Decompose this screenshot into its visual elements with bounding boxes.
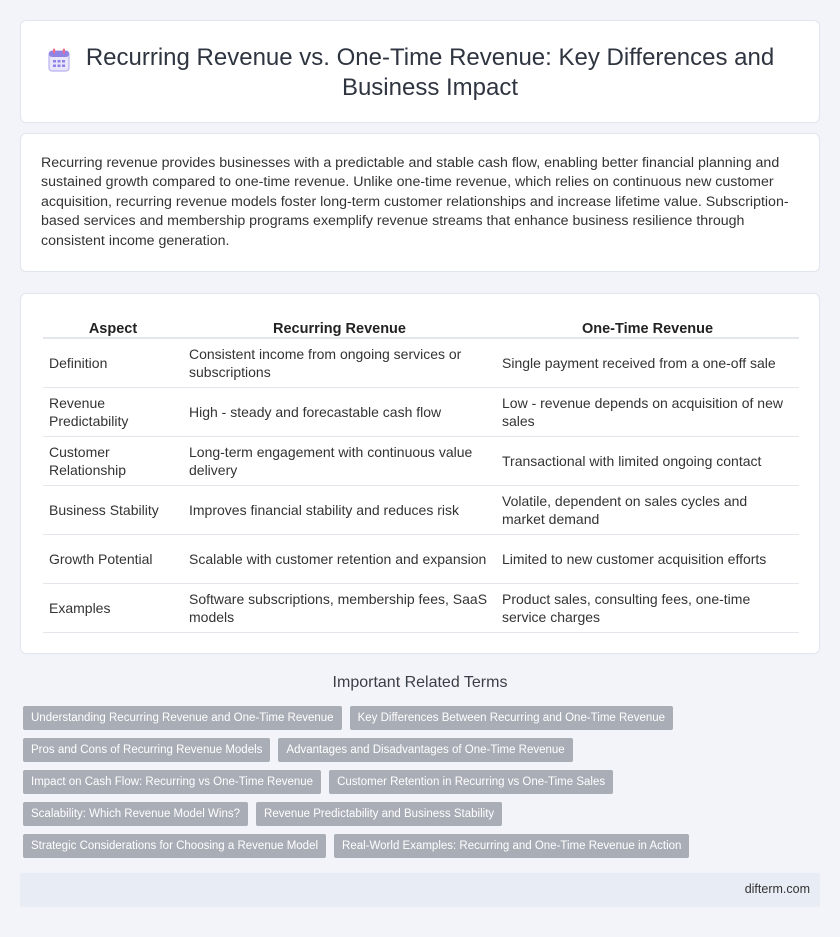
table-row: [43, 338, 799, 387]
header-one-time: One-Time Revenue: [496, 316, 799, 338]
related-terms-list: [23, 706, 823, 866]
footer-brand[interactable]: difterm.com: [744, 882, 810, 896]
table-row: [43, 436, 799, 485]
row-aspect: Growth Potential: [43, 534, 183, 583]
row-one-time: Volatile, dependent on sales cycles and market demand: [496, 485, 799, 534]
row-aspect: Customer Relationship: [43, 436, 183, 485]
page-title: Recurring Revenue vs. One-Time Revenue: Key Differences and Business Impact: [85, 44, 775, 101]
row-recurring: Software subscriptions, membership fees, SaaS models: [183, 583, 496, 632]
footer: [20, 873, 820, 907]
related-term-link[interactable]: Customer Retention in Recurring vs One-Time Sales: [329, 770, 613, 794]
row-recurring: Scalable with customer retention and expansion: [183, 534, 496, 583]
row-one-time: Product sales, consulting fees, one-time service charges: [496, 583, 799, 632]
related-term-link[interactable]: Advantages and Disadvantages of One-Time Revenue: [278, 738, 572, 762]
row-aspect: Business Stability: [43, 485, 183, 534]
intro-paragraph: Recurring revenue provides businesses with a predictable and stable cash flow, enabling better financial planning and sustained growth compared to one-time revenue. Unlike one-time revenue, which relies on continuous new customer acquisition, recurring revenue models foster long-term customer relationships and increase lifetime value. Subscription-based services and membership programs exemplify revenue streams that enhance business resilience through consistent income generation.: [41, 155, 789, 249]
row-recurring: Consistent income from ongoing services or subscriptions: [183, 338, 496, 387]
related-term-link[interactable]: Key Differences Between Recurring and One-Time Revenue: [350, 706, 673, 730]
comparison-table-card: [20, 293, 820, 654]
related-term-link[interactable]: Revenue Predictability and Business Stability: [256, 802, 502, 826]
row-recurring: High - steady and forecastable cash flow: [183, 387, 496, 436]
row-aspect: Revenue Predictability: [43, 387, 183, 436]
header-aspect: Aspect: [43, 316, 183, 338]
related-term-link[interactable]: Impact on Cash Flow: Recurring vs One-Time Revenue: [23, 770, 321, 794]
row-aspect: Examples: [43, 583, 183, 632]
table-row: [43, 534, 799, 583]
row-one-time: Transactional with limited ongoing contact: [496, 436, 799, 485]
table-row: [43, 485, 799, 534]
comparison-table: [43, 316, 799, 633]
intro-card: [20, 133, 820, 272]
header-card: [20, 20, 820, 123]
related-term-link[interactable]: Scalability: Which Revenue Model Wins?: [23, 802, 248, 826]
row-one-time: Limited to new customer acquisition efforts: [496, 534, 799, 583]
related-term-link[interactable]: Real-World Examples: Recurring and One-Time Revenue in Action: [334, 834, 689, 858]
table-row: [43, 583, 799, 632]
related-term-link[interactable]: Understanding Recurring Revenue and One-Time Revenue: [23, 706, 342, 730]
row-one-time: Single payment received from a one-off sale: [496, 338, 799, 387]
header-recurring: Recurring Revenue: [183, 316, 496, 338]
related-term-link[interactable]: Strategic Considerations for Choosing a Revenue Model: [23, 834, 326, 858]
table-header-row: [43, 316, 799, 338]
row-recurring: Improves financial stability and reduces risk: [183, 485, 496, 534]
row-aspect: Definition: [43, 338, 183, 387]
related-terms-heading: Important Related Terms: [332, 674, 508, 691]
row-recurring: Long-term engagement with continuous value delivery: [183, 436, 496, 485]
related-term-link[interactable]: Pros and Cons of Recurring Revenue Models: [23, 738, 270, 762]
row-one-time: Low - revenue depends on acquisition of new sales: [496, 387, 799, 436]
table-row: [43, 387, 799, 436]
